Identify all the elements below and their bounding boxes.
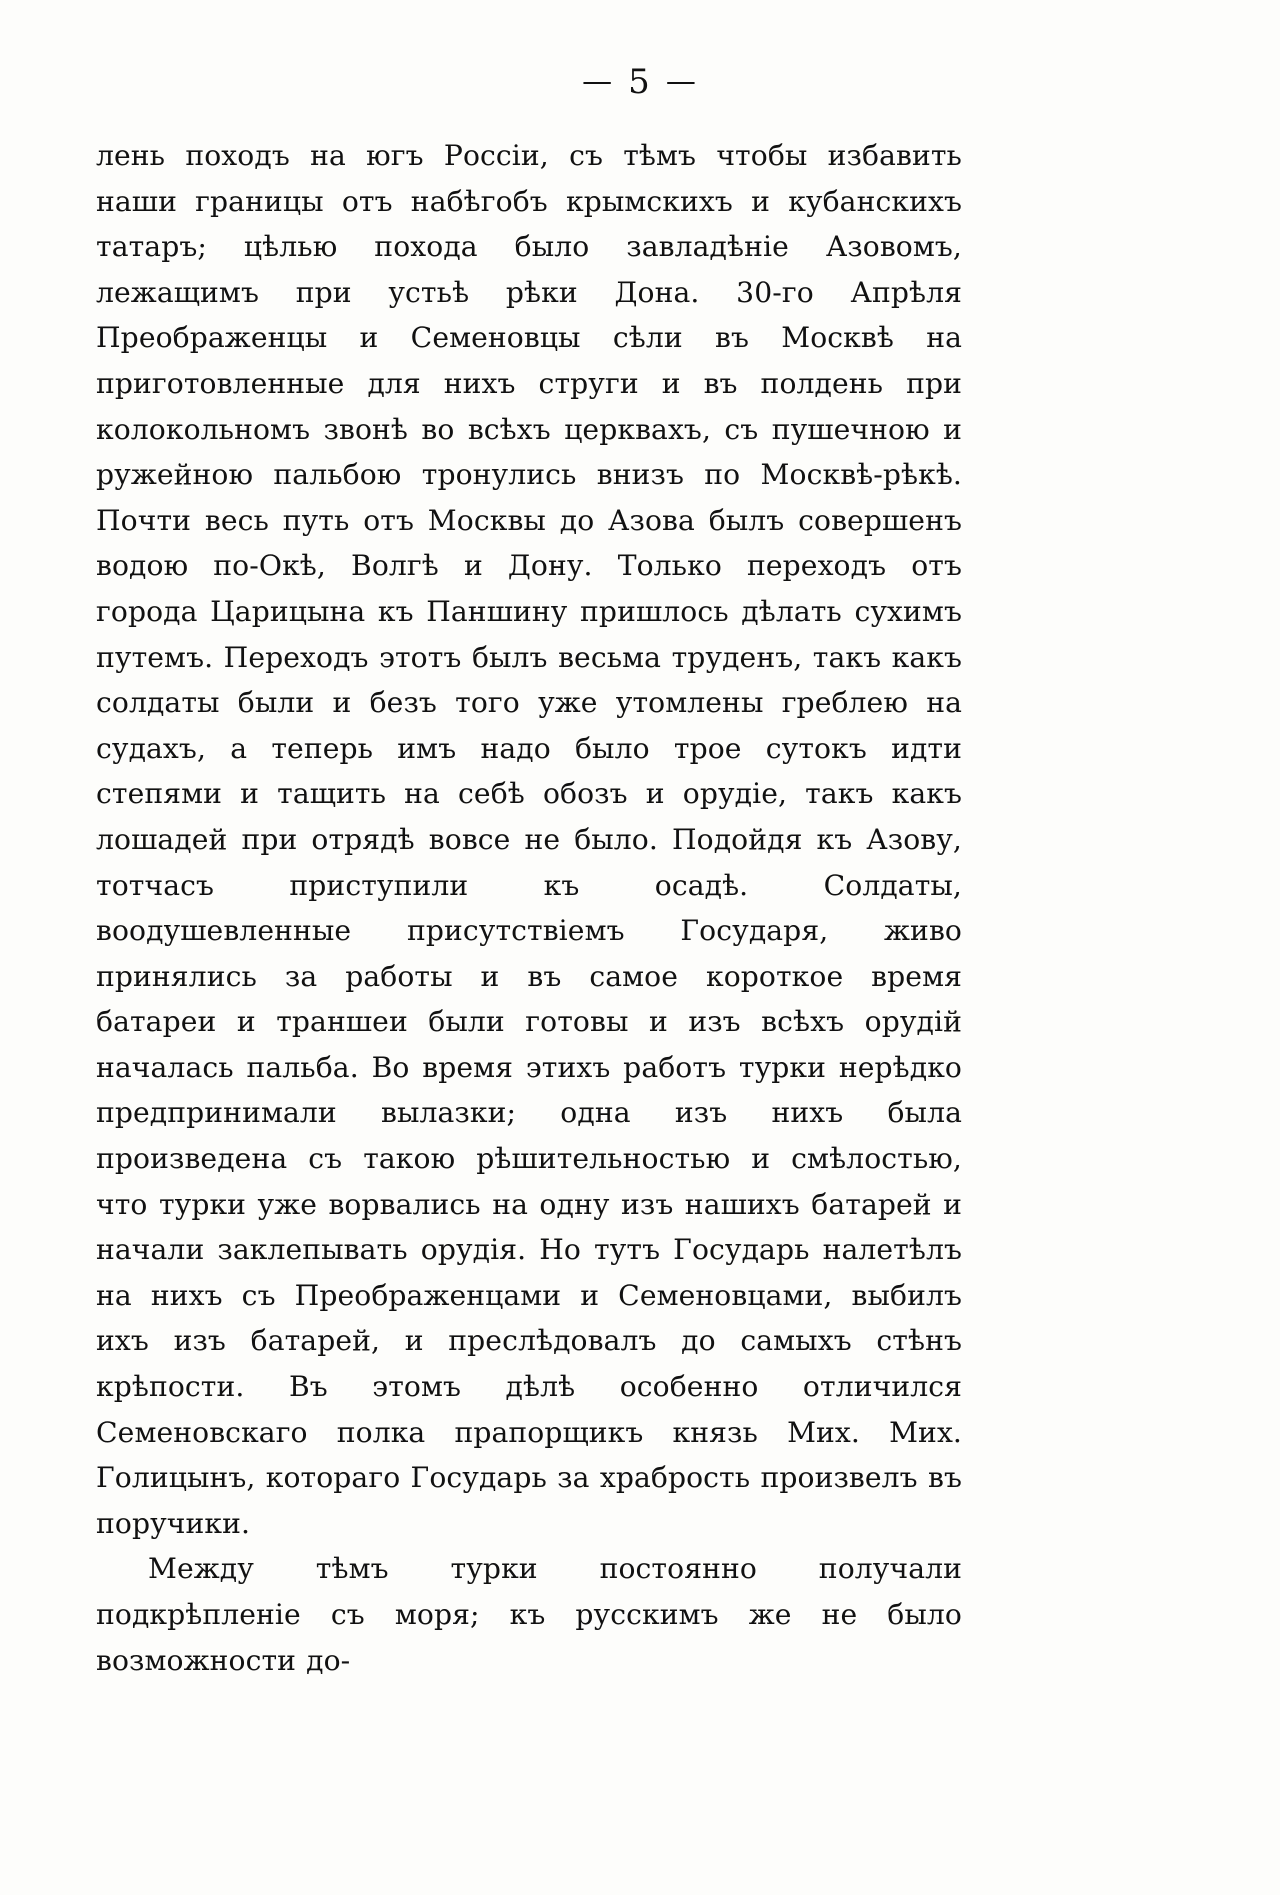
page-number-left-dash: — bbox=[582, 64, 615, 99]
paragraph: лень походъ на югъ Россіи, съ тѣмъ чтобы избавить наши границы отъ набѣгобъ крымскихъ и кубанскихъ татаръ; цѣлью похода было завладѣніе Азовомъ, лежащимъ при устьѣ рѣки Дона. 30-го Апрѣля Преображенцы и Семеновцы сѣли въ Москвѣ на приготовленные для нихъ струги и въ полдень при колокольномъ звонѣ во всѣхъ церквахъ, съ пушечною и ружейною пальбою тронулись внизъ по Москвѣ-рѣкѣ. Почти весь путь отъ Москвы до Азова былъ совершенъ водою по-Окѣ, Волгѣ и Дону. Только переходъ отъ города Царицына къ Паншину пришлось дѣлать сухимъ путемъ. Переходъ этотъ былъ весьма труденъ, такъ какъ солдаты были и безъ того уже утомлены греблею на судахъ, а теперь имъ надо было трое сутокъ идти степями и тащить на себѣ обозъ и орудіе, такъ какъ лошадей при отрядѣ вовсе не было. Подойдя къ Азову, тотчасъ приступили къ осадѣ. Солдаты, воодушевленные присутствіемъ Государя, живо принялись за работы и въ самое короткое время батареи и траншеи были готовы и изъ всѣхъ орудій началась пальба. Во время этихъ работъ турки нерѣдко предпринимали вылазки; одна изъ нихъ была произведена съ такою рѣшительностью и смѣлостью, что турки уже ворвались на одну изъ нашихъ батарей и начали заклепывать орудія. Но тутъ Государь налетѣлъ на нихъ съ Преображенцами и Семеновцами, выбилъ ихъ изъ батарей, и преслѣдовалъ до самыхъ стѣнъ крѣпости. Въ этомъ дѣлѣ особенно отличился Семеновскаго полка прапорщикъ князь Мих. Мих. Голицынъ, котораго Государь за храбрость произвелъ въ поручики. bbox=[96, 139, 962, 1540]
page-body bbox=[96, 133, 962, 1683]
page-number bbox=[0, 62, 1280, 102]
page-number-value: 5 bbox=[628, 62, 652, 102]
paragraph: Между тѣмъ турки постоянно получали подкрѣпленіе съ моря; къ русскимъ же не было возможности до- bbox=[96, 1552, 962, 1677]
page-number-right-dash: — bbox=[665, 64, 698, 99]
